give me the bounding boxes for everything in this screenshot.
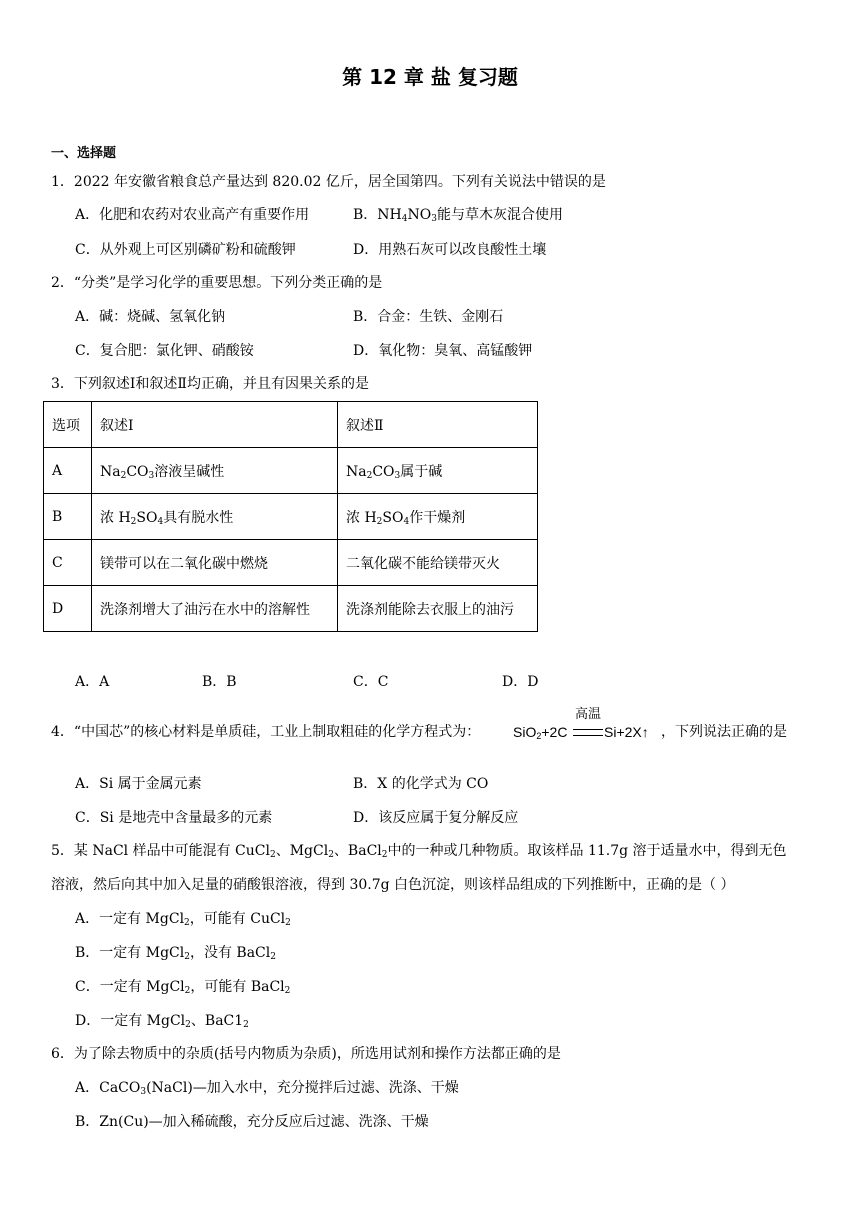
table-cell: 二氧化碳不能给镁带灭火 [338, 540, 538, 586]
table-cell: 洗涤剂能除去衣服上的油污 [338, 586, 538, 632]
table-cell: 浓 $H_2SO_4$作干燥剂 [338, 494, 538, 540]
table-row [44, 586, 538, 632]
question-5-option-d: D．一定有 MgCl$_2$、$BaC1_2$ [75, 1013, 249, 1030]
question-4-stem-end: ，下列说法正确的是 [661, 724, 787, 740]
question-3-table [43, 401, 538, 632]
question-4-option-b: B．X 的化学式为 CO [353, 776, 489, 792]
question-2-option-a: A．碱：烧碱、氢氧化钠 [75, 309, 226, 325]
table-header-cell: 叙述Ⅰ [92, 402, 338, 448]
question-6-stem: 6．为了除去物质中的杂质(括号内物质为杂质)，所选用试剂和操作方法都正确的是 [51, 1046, 561, 1062]
question-1-stem: 1．2022 年安徽省粮食总产量达到 820.02 亿斤，居全国第四。下列有关说法中错误的是 [51, 174, 606, 190]
question-6-option-a: A．CaCO$_3$(NaCl)—加入水中，充分搅拌后过滤、洗涤、干燥 [75, 1080, 459, 1097]
question-4-option-a: A．Si 属于金属元素 [75, 776, 202, 792]
question-5-option-c: C．一定有 MgCl$_2$，可能有 BaCl$_2$ [75, 979, 291, 996]
question-1-option-c: C．从外观上可区别磷矿粉和硫酸钾 [75, 242, 296, 258]
question-2-option-b: B．合金：生铁、金刚石 [353, 309, 504, 325]
section-heading: 一、选择题 [51, 146, 117, 161]
question-3-stem: 3．下列叙述Ⅰ和叙述Ⅱ均正确，并且有因果关系的是 [51, 376, 369, 392]
table-cell-option: A [44, 448, 92, 494]
table-cell-option: D [44, 586, 92, 632]
table-cell-option: C [44, 540, 92, 586]
table-header-cell: 叙述Ⅱ [338, 402, 538, 448]
table-cell: 洗涤剂增大了油污在水中的溶解性 [92, 586, 338, 632]
table-cell: 镁带可以在二氧化碳中燃烧 [92, 540, 338, 586]
table-cell: $Na_2CO_3$属于碱 [338, 448, 538, 494]
table-row [44, 540, 538, 586]
question-3-option-c: C．C [353, 674, 389, 690]
table-cell: 浓 $H_2SO_4$具有脱水性 [92, 494, 338, 540]
question-1-option-d: D．用熟石灰可以改良酸性土壤 [353, 242, 547, 258]
question-5-stem-line-1: 5．某 NaCl 样品中可能混有 CuCl$_2$、MgCl$_2$、BaCl$_2$中的一种或几种物质。取该样品 11.7g 溶于适量水中，得到无色 [51, 843, 787, 860]
question-3-option-a: A．A [75, 674, 110, 690]
question-2-stem: 2．“分类”是学习化学的重要思想。下列分类正确的是 [51, 275, 383, 291]
reaction-condition: 高温 [574, 707, 601, 722]
question-2-option-d: D．氧化物：臭氧、高锰酸钾 [353, 343, 533, 359]
chemical-equation-left: SiO$_2$+2C [513, 724, 568, 741]
question-4-option-d: D．该反应属于复分解反应 [353, 810, 519, 826]
question-5-option-a: A．一定有 MgCl$_2$，可能有 CuCl$_2$ [75, 911, 291, 928]
question-1-option-b: B．$NH_4NO_3$能与草木灰混合使用 [353, 207, 563, 224]
table-header-cell: 选项 [44, 402, 92, 448]
table-header-row [44, 402, 538, 448]
question-1-option-a: A．化肥和农药对农业高产有重要作用 [75, 207, 310, 223]
question-5-option-b: B．一定有 MgCl$_2$，没有 BaCl$_2$ [75, 945, 276, 962]
question-3-option-d: D．D [502, 674, 539, 690]
table-row [44, 448, 538, 494]
chemical-equation-right: Si+2X↑ [604, 724, 649, 740]
equals-sign [573, 729, 603, 736]
question-4-option-c: C．Si 是地壳中含量最多的元素 [75, 810, 273, 826]
table-cell-option: B [44, 494, 92, 540]
table-cell: $Na_2CO_3$溶液呈碱性 [92, 448, 338, 494]
question-3-option-b: B．B [202, 674, 237, 690]
question-4-stem: 4．“中国芯”的核心材料是单质硅，工业上制取粗硅的化学方程式为： [51, 724, 481, 740]
page-title: 第 12 章 盐 复习题 [342, 65, 518, 89]
question-5-stem-line-2: 溶液，然后向其中加入足量的硝酸银溶液，得到 30.7g 白色沉淀，则该样品组成的下列推断中，正确的是（ ） [51, 877, 735, 893]
question-2-option-c: C．复合肥：氯化钾、硝酸铵 [75, 343, 254, 359]
table-row [44, 494, 538, 540]
question-6-option-b: B．Zn(Cu)—加入稀硫酸，充分反应后过滤、洗涤、干燥 [75, 1114, 429, 1130]
